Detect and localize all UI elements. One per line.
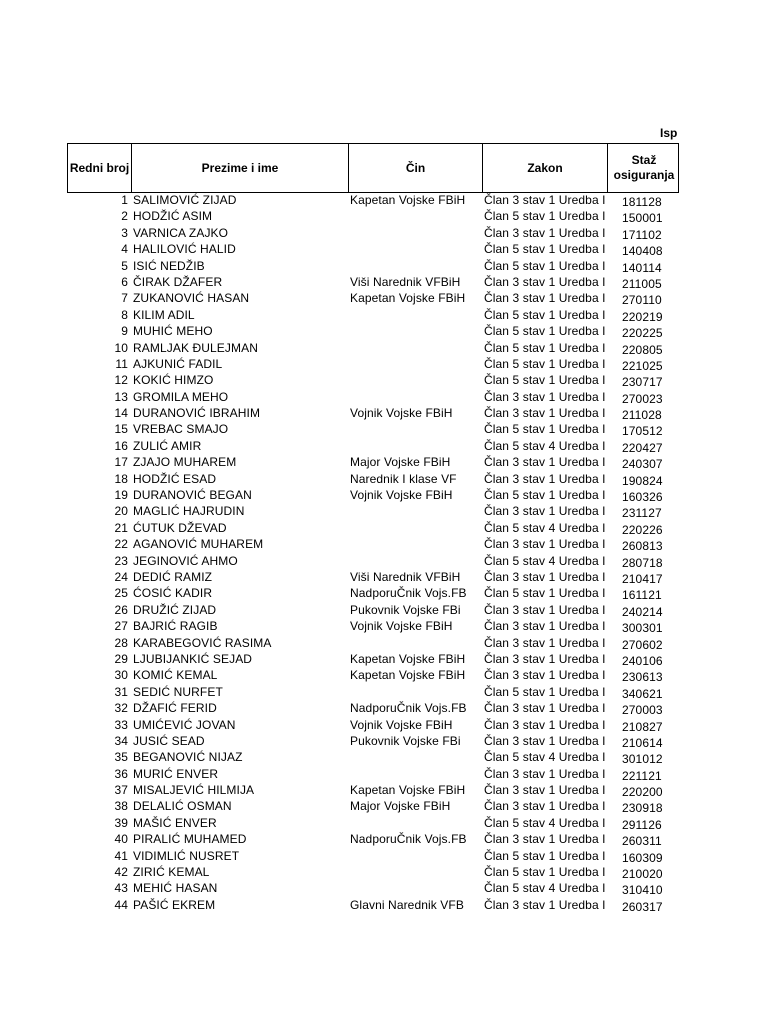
table-body [0, 193, 768, 914]
row-staz: 300301 [622, 621, 663, 636]
row-staz: 170512 [622, 424, 663, 439]
row-number: 19 [114, 488, 128, 503]
table-row [0, 504, 768, 520]
row-staz: 270003 [622, 703, 663, 718]
row-number: 34 [114, 733, 128, 748]
row-number: 7 [121, 291, 128, 306]
row-staz: 270023 [622, 391, 663, 406]
row-staz: 211005 [622, 276, 662, 291]
row-staz: 140114 [622, 260, 662, 275]
row-rank: Pukovnik Vojske FBi [350, 733, 461, 748]
row-staz: 161121 [622, 588, 662, 603]
row-number: 9 [121, 324, 128, 339]
row-law: Član 3 stav 1 Uredba I [484, 717, 606, 732]
row-staz: 211028 [622, 408, 662, 423]
row-name: LJUBIJANKIĆ SEJAD [133, 651, 253, 666]
table-row [0, 390, 768, 406]
row-rank: NadporuČnik Vojs.FB [350, 701, 467, 716]
row-rank: NadporuČnik Vojs.FB [350, 832, 467, 847]
row-number: 4 [121, 242, 128, 257]
row-name: BAJRIĆ RAGIB [133, 619, 218, 634]
table-row [0, 685, 768, 701]
row-number: 13 [114, 389, 128, 404]
row-staz: 260813 [622, 539, 663, 554]
row-law: Član 3 stav 1 Uredba I [484, 537, 606, 552]
row-law: Član 5 stav 1 Uredba I [484, 373, 606, 388]
row-number: 40 [114, 832, 128, 847]
row-name: MISALJEVIĆ HILMIJA [133, 783, 255, 798]
row-law: Član 5 stav 4 Uredba I [484, 520, 606, 535]
row-rank: Viši Narednik VFBiH [350, 569, 461, 584]
row-number: 29 [114, 651, 128, 666]
row-name: UMIĆEVIĆ JOVAN [133, 717, 236, 732]
row-rank: Vojnik Vojske FBiH [350, 406, 453, 421]
row-name: ČIRAK DŽAFER [133, 274, 223, 289]
table-row [0, 439, 768, 455]
row-number: 21 [114, 520, 128, 535]
table-row [0, 422, 768, 438]
table-row [0, 472, 768, 488]
table-row [0, 603, 768, 619]
table-row [0, 668, 768, 684]
row-staz: 181128 [622, 195, 662, 209]
row-number: 20 [114, 504, 128, 519]
row-name: AJKUNIĆ FADIL [133, 356, 223, 371]
header-prezime-ime: Prezime i ime [132, 144, 349, 192]
header-cin: Čin [349, 144, 483, 192]
row-number: 42 [114, 865, 128, 880]
row-staz: 301012 [622, 752, 663, 767]
row-number: 39 [114, 815, 128, 830]
row-law: Član 3 stav 1 Uredba I [484, 389, 606, 404]
row-law: Član 3 stav 1 Uredba I [484, 619, 606, 634]
row-law: Član 5 stav 1 Uredba I [484, 209, 606, 224]
row-staz: 220219 [622, 309, 663, 324]
row-rank: Kapetan Vojske FBiH [350, 783, 466, 798]
row-name: KILIM ADIL [133, 307, 195, 322]
row-name: DURANOVIĆ BEGAN [133, 488, 252, 503]
table-row [0, 816, 768, 832]
row-law: Član 3 stav 1 Uredba I [484, 193, 606, 207]
row-name: ĆOSIĆ KADIR [133, 586, 213, 601]
row-staz: 280718 [622, 555, 663, 570]
row-number: 12 [114, 373, 128, 388]
row-staz: 220805 [622, 342, 663, 357]
table-row [0, 636, 768, 652]
row-name: DURANOVIĆ IBRAHIM [133, 406, 261, 421]
header-zakon: Zakon [483, 144, 608, 192]
row-rank: Major Vojske FBiH [350, 455, 451, 470]
row-staz: 260317 [622, 899, 663, 914]
table-row [0, 898, 768, 914]
table-row [0, 308, 768, 324]
row-name: VREBAC SMAJO [133, 422, 229, 437]
row-law: Član 3 stav 1 Uredba I [484, 504, 606, 519]
row-number: 1 [121, 193, 128, 207]
row-staz: 220427 [622, 440, 663, 455]
row-rank: Narednik I klase VF [350, 471, 457, 486]
row-staz: 260311 [622, 834, 662, 849]
row-name: JEGINOVIĆ AHMO [133, 553, 238, 568]
table-row [0, 570, 768, 586]
row-name: KOMIĆ KEMAL [133, 668, 218, 683]
table-row [0, 586, 768, 602]
row-law: Član 5 stav 1 Uredba I [484, 340, 606, 355]
row-name: HODŽIĆ ESAD [133, 471, 217, 486]
row-number: 3 [121, 225, 128, 240]
row-name: ZUKANOVIĆ HASAN [133, 291, 250, 306]
row-staz: 160309 [622, 850, 663, 865]
row-law: Član 3 stav 1 Uredba I [484, 701, 606, 716]
row-staz: 220200 [622, 785, 663, 800]
row-law: Član 3 stav 1 Uredba I [484, 799, 606, 814]
row-law: Član 5 stav 1 Uredba I [484, 307, 606, 322]
row-name: ZIRIĆ KEMAL [133, 865, 210, 880]
row-law: Član 5 stav 1 Uredba I [484, 356, 606, 371]
row-number: 10 [114, 340, 128, 355]
row-staz: 150001 [622, 211, 663, 226]
row-staz: 291126 [622, 817, 662, 832]
row-number: 17 [114, 455, 128, 470]
table-row [0, 193, 768, 209]
table-row [0, 881, 768, 897]
row-name: DŽAFIĆ FERID [133, 701, 217, 716]
row-law: Član 5 stav 1 Uredba I [484, 258, 606, 273]
table-row [0, 291, 768, 307]
row-law: Član 3 stav 1 Uredba I [484, 569, 606, 584]
row-staz: 340621 [622, 686, 663, 701]
row-law: Član 5 stav 4 Uredba I [484, 881, 606, 896]
row-law: Član 3 stav 1 Uredba I [484, 651, 606, 666]
row-staz: 310410 [622, 883, 663, 898]
row-law: Član 3 stav 1 Uredba I [484, 783, 606, 798]
row-law: Član 5 stav 1 Uredba I [484, 865, 606, 880]
row-rank: Kapetan Vojske FBiH [350, 291, 466, 306]
row-rank: NadporuČnik Vojs.FB [350, 586, 467, 601]
row-name: MAGLIĆ HAJRUDIN [133, 504, 245, 519]
row-number: 16 [114, 438, 128, 453]
row-law: Član 3 stav 1 Uredba I [484, 766, 606, 781]
row-name: SALIMOVIĆ ZIJAD [133, 193, 237, 207]
row-law: Član 5 stav 4 Uredba I [484, 815, 606, 830]
row-law: Član 3 stav 1 Uredba I [484, 455, 606, 470]
row-law: Član 3 stav 1 Uredba I [484, 897, 606, 912]
row-number: 2 [121, 209, 128, 224]
row-staz: 171102 [622, 227, 662, 242]
row-rank: Major Vojske FBiH [350, 799, 451, 814]
row-staz: 240307 [622, 457, 663, 472]
row-rank: Glavni Narednik VFB [350, 897, 464, 912]
table-row [0, 750, 768, 766]
row-name: DRUŽIĆ ZIJAD [133, 602, 217, 617]
row-staz: 231127 [622, 506, 662, 521]
row-staz: 210417 [622, 571, 663, 586]
row-name: DEDIĆ RAMIZ [133, 569, 213, 584]
row-law: Član 5 stav 1 Uredba I [484, 488, 606, 503]
table-row [0, 341, 768, 357]
row-staz: 220225 [622, 326, 663, 341]
row-name: VARNICA ZAJKO [133, 225, 229, 240]
table-row [0, 275, 768, 291]
row-staz: 140408 [622, 244, 663, 259]
row-name: PAŠIĆ EKREM [133, 897, 216, 912]
row-staz: 270110 [622, 293, 662, 308]
row-staz: 210614 [622, 735, 663, 750]
row-number: 6 [121, 274, 128, 289]
row-number: 31 [114, 684, 128, 699]
row-staz: 160326 [622, 490, 663, 505]
row-number: 18 [114, 471, 128, 486]
row-number: 22 [114, 537, 128, 552]
row-name: DELALIĆ OSMAN [133, 799, 232, 814]
row-name: MURIĆ ENVER [133, 766, 219, 781]
row-rank: Viši Narednik VFBiH [350, 274, 461, 289]
row-rank: Vojnik Vojske FBiH [350, 488, 453, 503]
table-row [0, 799, 768, 815]
row-name: MEHIĆ HASAN [133, 881, 218, 896]
row-law: Član 3 stav 1 Uredba I [484, 274, 606, 289]
row-staz: 190824 [622, 473, 663, 488]
row-name: SEDIĆ NURFET [133, 684, 223, 699]
row-staz: 221121 [622, 768, 662, 783]
row-number: 38 [114, 799, 128, 814]
row-law: Član 3 stav 1 Uredba I [484, 635, 606, 650]
table-row [0, 242, 768, 258]
table-row [0, 783, 768, 799]
row-name: BEGANOVIĆ NIJAZ [133, 750, 243, 765]
row-number: 25 [114, 586, 128, 601]
table-row [0, 554, 768, 570]
row-name: VIDIMLIĆ NUSRET [133, 848, 240, 863]
row-name: ĆUTUK DŽEVAD [133, 520, 227, 535]
row-number: 28 [114, 635, 128, 650]
row-staz: 230918 [622, 801, 663, 816]
table-row [0, 767, 768, 783]
table-row [0, 209, 768, 225]
table-row [0, 357, 768, 373]
row-law: Član 3 stav 1 Uredba I [484, 225, 606, 240]
table-row [0, 652, 768, 668]
row-name: KARABEGOVIĆ RASIMA [133, 635, 272, 650]
table-row [0, 865, 768, 881]
row-number: 35 [114, 750, 128, 765]
row-number: 30 [114, 668, 128, 683]
row-staz: 210827 [622, 719, 663, 734]
row-number: 44 [114, 897, 128, 912]
row-staz: 220226 [622, 522, 663, 537]
table-row [0, 324, 768, 340]
table-row [0, 406, 768, 422]
row-number: 43 [114, 881, 128, 896]
row-law: Član 3 stav 1 Uredba I [484, 406, 606, 421]
row-number: 23 [114, 553, 128, 568]
row-name: JUSIĆ SEAD [133, 733, 205, 748]
row-name: MAŠIĆ ENVER [133, 815, 217, 830]
row-law: Član 5 stav 4 Uredba I [484, 750, 606, 765]
row-law: Član 3 stav 1 Uredba I [484, 832, 606, 847]
row-number: 26 [114, 602, 128, 617]
row-law: Član 3 stav 1 Uredba I [484, 471, 606, 486]
row-law: Član 5 stav 4 Uredba I [484, 438, 606, 453]
row-rank: Pukovnik Vojske FBi [350, 602, 461, 617]
row-number: 37 [114, 783, 128, 798]
row-name: RAMLJAK ĐULEJMAN [133, 340, 258, 355]
corner-label: Isp [660, 126, 678, 140]
row-law: Član 3 stav 1 Uredba I [484, 602, 606, 617]
row-number: 8 [121, 307, 128, 322]
row-rank: Vojnik Vojske FBiH [350, 717, 453, 732]
row-name: AGANOVIĆ MUHAREM [133, 537, 264, 552]
row-law: Član 3 stav 1 Uredba I [484, 291, 606, 306]
row-staz: 230613 [622, 670, 663, 685]
row-name: KOKIĆ HIMZO [133, 373, 214, 388]
table-row [0, 537, 768, 553]
table-row [0, 701, 768, 717]
row-law: Član 5 stav 1 Uredba I [484, 848, 606, 863]
table-row [0, 718, 768, 734]
table-row [0, 259, 768, 275]
row-staz: 240214 [622, 604, 663, 619]
row-law: Član 3 stav 1 Uredba I [484, 733, 606, 748]
table-row [0, 521, 768, 537]
row-staz: 270602 [622, 637, 663, 652]
table-row [0, 832, 768, 848]
table-row [0, 734, 768, 750]
row-law: Član 5 stav 1 Uredba I [484, 242, 606, 257]
row-law: Član 5 stav 1 Uredba I [484, 324, 606, 339]
row-law: Član 5 stav 1 Uredba I [484, 586, 606, 601]
row-name: HODŽIĆ ASIM [133, 209, 213, 224]
row-name: ISIĆ NEDŽIB [133, 258, 205, 273]
row-name: MUHIĆ MEHO [133, 324, 213, 339]
row-name: HALILOVIĆ HALID [133, 242, 236, 257]
row-name: PIRALIĆ MUHAMED [133, 832, 247, 847]
table-row [0, 226, 768, 242]
row-law: Član 5 stav 1 Uredba I [484, 684, 606, 699]
row-rank: Kapetan Vojske FBiH [350, 651, 466, 666]
row-rank: Kapetan Vojske FBiH [350, 193, 466, 207]
row-name: ZJAJO MUHAREM [133, 455, 237, 470]
row-number: 27 [114, 619, 128, 634]
row-number: 41 [114, 848, 128, 863]
row-number: 11 [115, 356, 128, 371]
row-law: Član 5 stav 4 Uredba I [484, 553, 606, 568]
row-staz: 210020 [622, 867, 663, 882]
row-number: 15 [114, 422, 128, 437]
table-row [0, 488, 768, 504]
row-rank: Vojnik Vojske FBiH [350, 619, 453, 634]
row-number: 14 [114, 406, 128, 421]
row-staz: 240106 [622, 653, 663, 668]
row-name: GROMILA MEHO [133, 389, 229, 404]
header-redni-broj: Redni broj [68, 144, 132, 192]
row-number: 32 [114, 701, 128, 716]
table-row [0, 373, 768, 389]
row-number: 36 [114, 766, 128, 781]
table-row [0, 849, 768, 865]
header-staz: Staž osiguranja [613, 153, 675, 182]
row-number: 33 [114, 717, 128, 732]
row-law: Član 3 stav 1 Uredba I [484, 668, 606, 683]
row-number: 24 [114, 569, 128, 584]
table-row [0, 619, 768, 635]
row-staz: 221025 [622, 358, 663, 373]
row-number: 5 [121, 258, 128, 273]
row-staz: 230717 [622, 375, 663, 390]
row-name: ZULIĆ AMIR [133, 438, 202, 453]
row-rank: Kapetan Vojske FBiH [350, 668, 466, 683]
table-row [0, 455, 768, 471]
row-law: Član 5 stav 1 Uredba I [484, 422, 606, 437]
table-header [67, 143, 679, 193]
